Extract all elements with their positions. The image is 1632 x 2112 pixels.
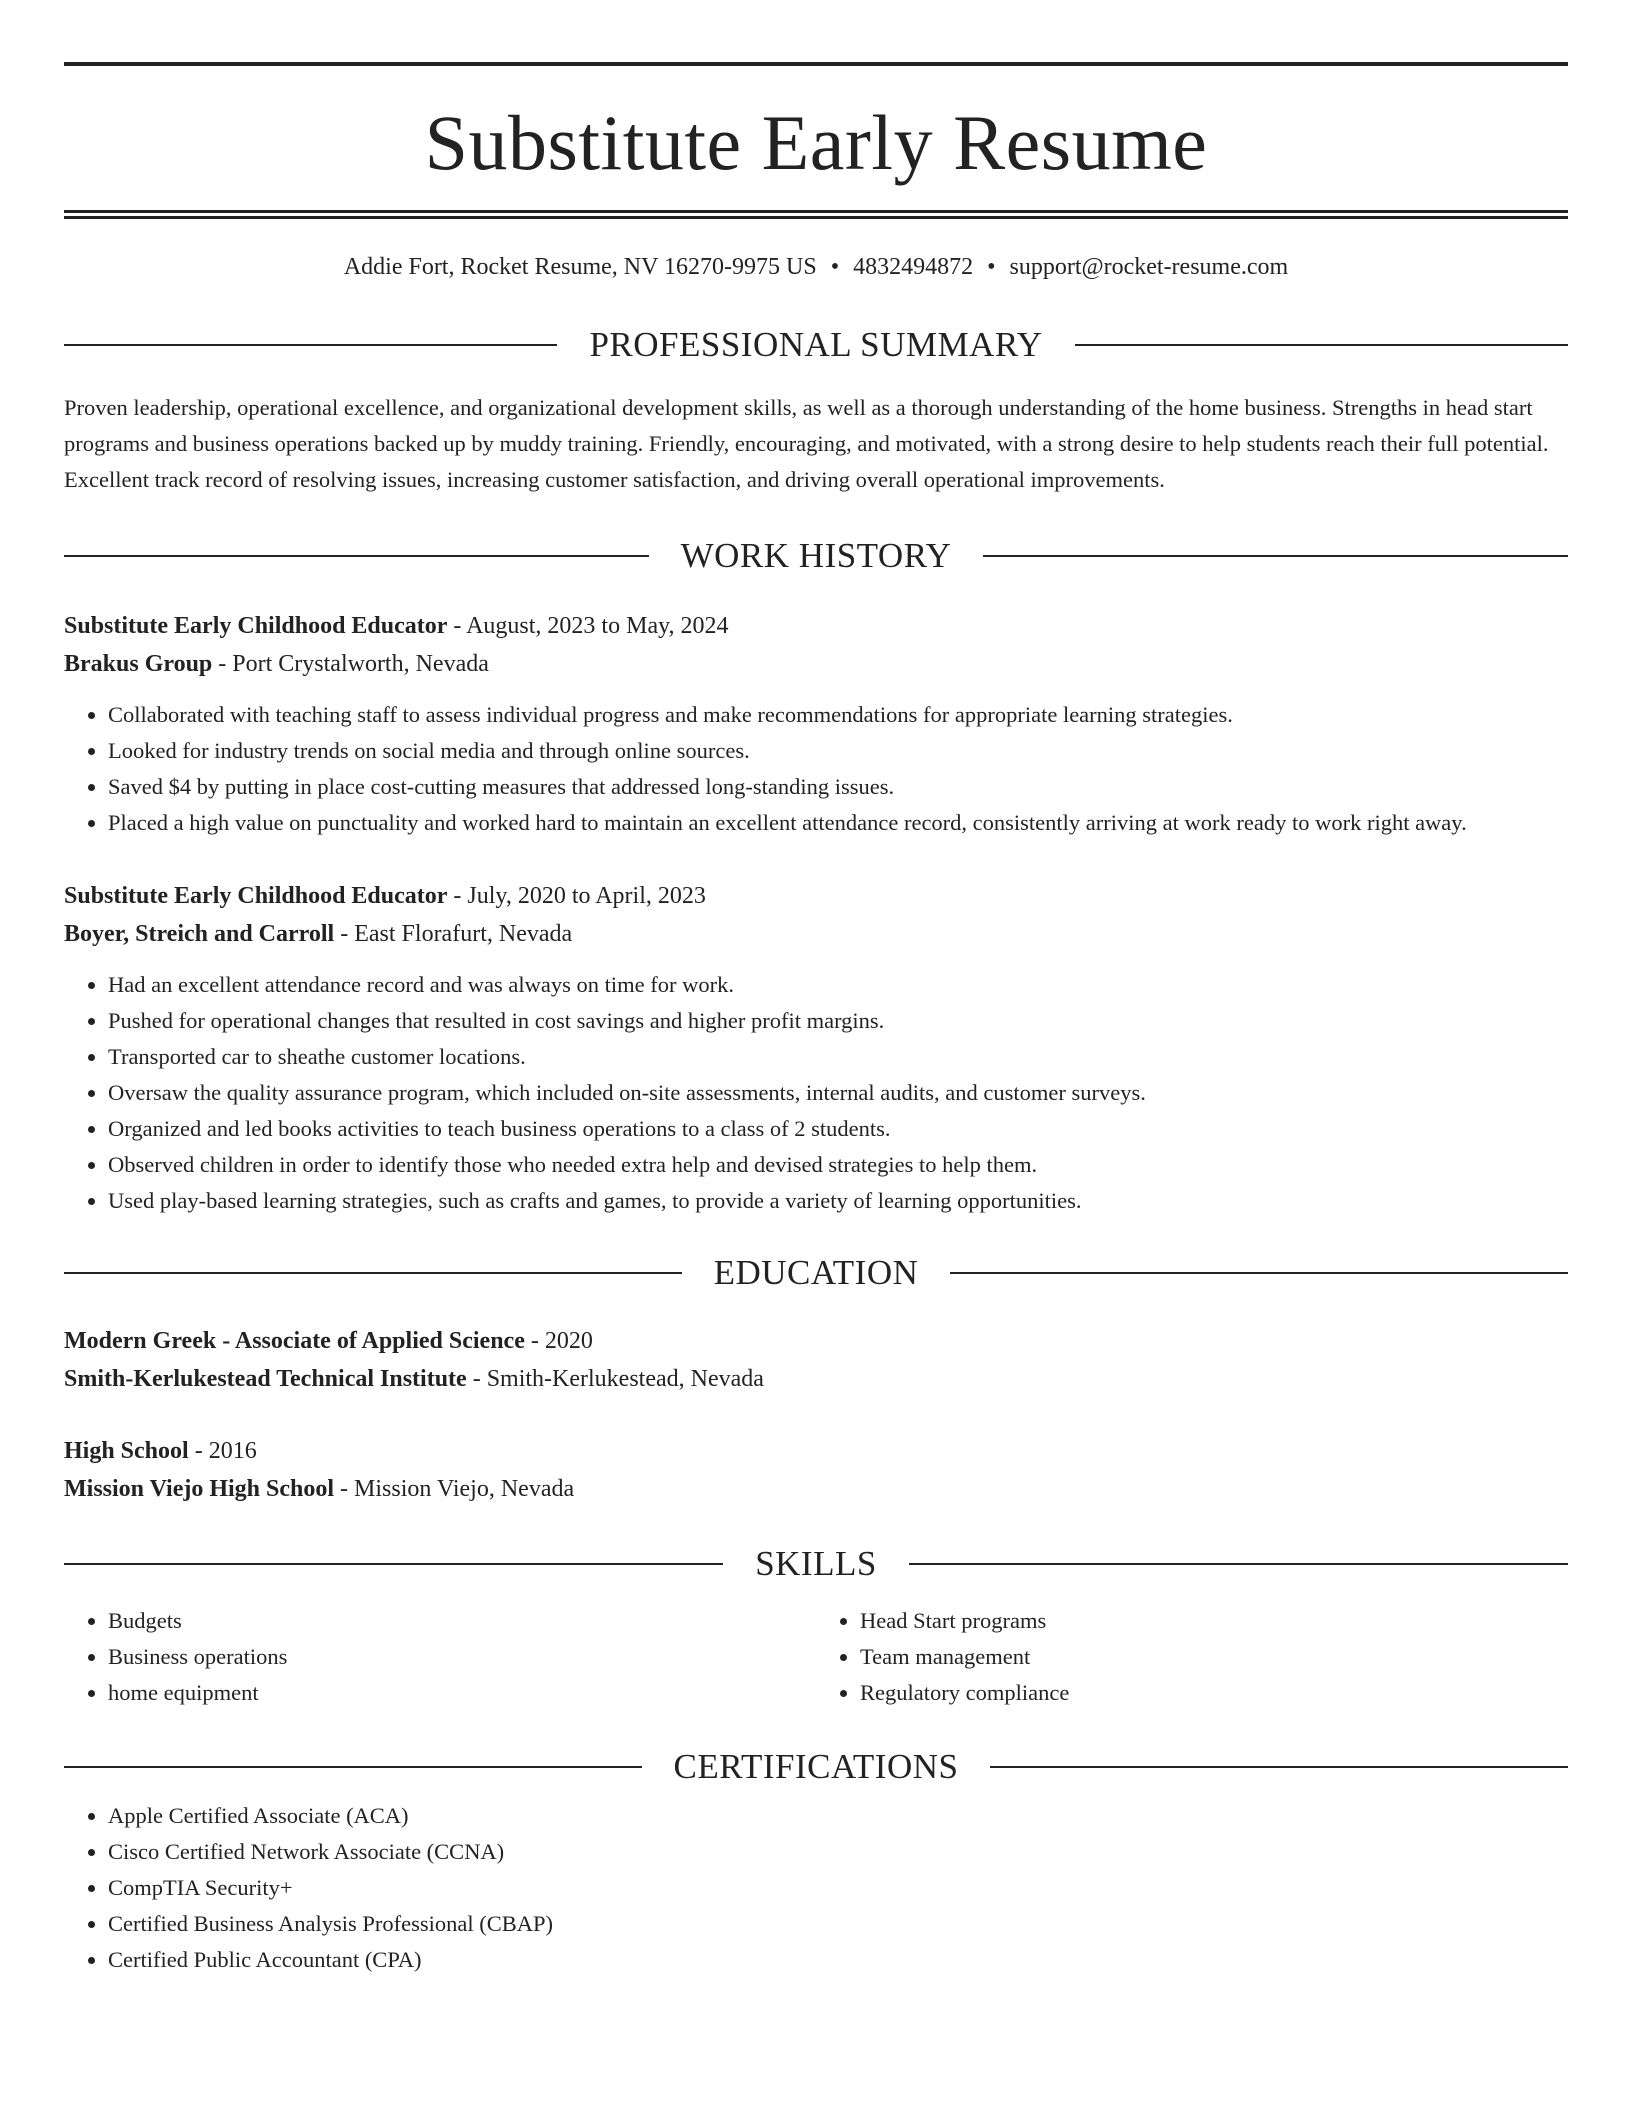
job-title-line [64, 877, 1568, 915]
contact-phone: 4832494872 [853, 254, 974, 280]
skill-item: • Business operations [108, 1639, 816, 1675]
section-title-work: WORK HISTORY [680, 536, 952, 575]
job-company: Boyer, Streich and Carroll [64, 921, 335, 947]
job-bullet: • Organized and led books activities to teach business operations to a class of 2 students. [108, 1111, 1568, 1147]
education-school: Smith-Kerlukestead Technical Institute [64, 1366, 467, 1392]
certification-item: • Cisco Certified Network Associate (CCNA) [108, 1834, 1568, 1870]
certification-item: • Certified Business Analysis Professional (CBAP) [108, 1906, 1568, 1942]
resume-title: Substitute Early Resume [424, 99, 1208, 186]
section-rule-left [64, 1563, 723, 1565]
section-title-education: EDUCATION [713, 1253, 919, 1292]
section-header-work [64, 538, 1568, 573]
job-dates: - July, 2020 to April, 2023 [447, 883, 706, 909]
section-rule-right [983, 555, 1568, 557]
skill-item: • Team management [860, 1639, 1568, 1675]
job-company: Brakus Group [64, 651, 213, 677]
education-location: - Mission Viejo, Nevada [334, 1476, 575, 1502]
education-entry [64, 1432, 1568, 1508]
certifications-list [64, 1798, 1568, 1978]
section-header-education [64, 1255, 1568, 1290]
education-school-line [64, 1360, 1568, 1398]
job-entry [64, 607, 1568, 841]
section-rule-left [64, 1766, 642, 1768]
section-rule-right [1075, 344, 1568, 346]
skill-item: • Head Start programs [860, 1603, 1568, 1639]
education-year: - 2016 [188, 1438, 257, 1464]
section-title-certifications: CERTIFICATIONS [673, 1747, 959, 1786]
section-title-summary: PROFESSIONAL SUMMARY [589, 325, 1043, 364]
education-degree-line [64, 1322, 1568, 1360]
job-dates: - August, 2023 to May, 2024 [447, 613, 729, 639]
top-rule [64, 62, 1568, 66]
section-header-certifications [64, 1749, 1568, 1784]
job-bullets [64, 697, 1568, 841]
education-degree: High School [64, 1438, 189, 1464]
section-rule-left [64, 1272, 682, 1274]
section-rule-left [64, 344, 557, 346]
job-company-line [64, 915, 1568, 953]
education-degree: Modern Greek - Associate of Applied Science [64, 1328, 525, 1354]
job-bullet: • Placed a high value on punctuality and worked hard to maintain an excellent attendance record, consistently arriving at work ready to work right away. [108, 805, 1568, 841]
certification-item: • Apple Certified Associate (ACA) [108, 1798, 1568, 1834]
section-rule-right [950, 1272, 1568, 1274]
summary-text: Proven leadership, operational excellence, and organizational development skills, as well as a thorough understanding of the home business. Strengths in head start programs and business operations backed up by muddy training. Friendly, encouraging, and motivated, with a strong desire to help students reach their full potential. Excellent track record of resolving issues, increasing customer satisfaction, and driving overall operational improvements. [64, 395, 1549, 492]
job-bullet: • Oversaw the quality assurance program, which included on-site assessments, internal audits, and customer surveys. [108, 1075, 1568, 1111]
job-bullet: • Looked for industry trends on social media and through online sources. [108, 733, 1568, 769]
education-degree-line [64, 1432, 1568, 1470]
job-bullets [64, 967, 1568, 1219]
contact-address: Addie Fort, Rocket Resume, NV 16270-9975 US [343, 254, 817, 280]
certification-item: • CompTIA Security+ [108, 1870, 1568, 1906]
job-title-line [64, 607, 1568, 645]
education-school-line [64, 1470, 1568, 1508]
section-rule-right [990, 1766, 1568, 1768]
education-location: - Smith-Kerlukestead, Nevada [466, 1366, 764, 1392]
skills-list-right [816, 1603, 1568, 1711]
job-company-line [64, 645, 1568, 683]
skill-item: • home equipment [108, 1675, 816, 1711]
skills-list-left [64, 1603, 816, 1711]
section-rule-right [909, 1563, 1568, 1565]
section-title-skills: SKILLS [755, 1544, 877, 1583]
job-bullet: • Observed children in order to identify those who needed extra help and devised strategies to help them. [108, 1147, 1568, 1183]
title-double-rule [64, 210, 1568, 219]
job-entry [64, 877, 1568, 1219]
skill-item: • Budgets [108, 1603, 816, 1639]
job-location: - East Florafurt, Nevada [334, 921, 573, 947]
job-bullet: • Collaborated with teaching staff to assess individual progress and make recommendations for appropriate learning strategies. [108, 697, 1568, 733]
job-role: Substitute Early Childhood Educator [64, 883, 448, 909]
contact-separator: • [987, 254, 996, 280]
certification-item: • Certified Public Accountant (CPA) [108, 1942, 1568, 1978]
education-school: Mission Viejo High School [64, 1476, 335, 1502]
skills-columns [64, 1603, 1568, 1711]
section-rule-left [64, 555, 649, 557]
job-bullet: • Transported car to sheathe customer locations. [108, 1039, 1568, 1075]
education-year: - 2020 [524, 1328, 593, 1354]
job-bullet: • Used play-based learning strategies, such as crafts and games, to provide a variety of learning opportunities. [108, 1183, 1568, 1219]
section-header-skills [64, 1546, 1568, 1581]
contact-separator: • [830, 254, 840, 280]
job-bullet: • Pushed for operational changes that resulted in cost savings and higher profit margins. [108, 1003, 1568, 1039]
contact-email: support@rocket-resume.com [1009, 254, 1289, 280]
section-header-summary [64, 327, 1568, 362]
skill-item: • Regulatory compliance [860, 1675, 1568, 1711]
education-entry [64, 1322, 1568, 1398]
job-bullet: • Saved $4 by putting in place cost-cutting measures that addressed long-standing issues. [108, 769, 1568, 805]
job-location: - Port Crystalworth, Nevada [212, 651, 489, 677]
job-bullet: • Had an excellent attendance record and was always on time for work. [108, 967, 1568, 1003]
contact-line [64, 255, 1568, 279]
job-role: Substitute Early Childhood Educator [64, 613, 448, 639]
